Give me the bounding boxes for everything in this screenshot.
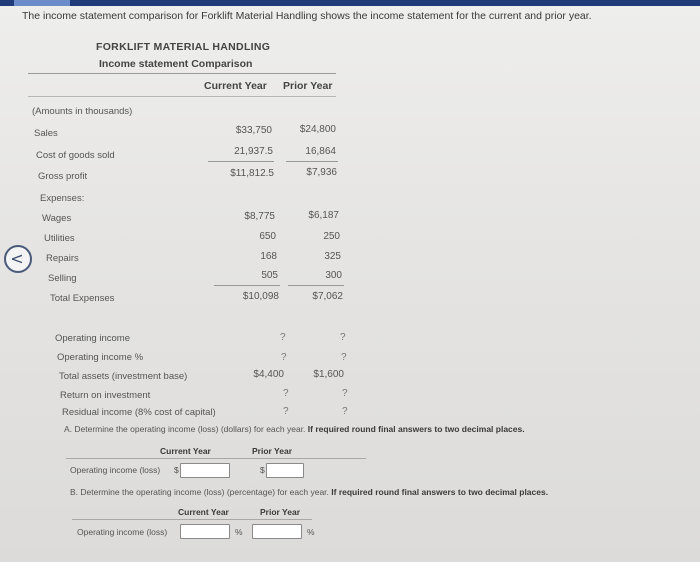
top-bar	[0, 0, 700, 6]
total-assets-current: $4,400	[253, 369, 284, 380]
row-label-repairs: Repairs	[46, 253, 79, 264]
part-a-dollar-sign-prior: $	[260, 465, 265, 475]
amounts-note: (Amounts in thousands)	[32, 106, 133, 117]
metric-label-roi: Return on investment	[60, 390, 151, 401]
total-expenses-prior: $7,062	[312, 291, 343, 302]
part-a-current-input[interactable]	[180, 463, 230, 478]
part-a-prior-input[interactable]	[266, 463, 304, 478]
subtotal-rule-prior	[286, 161, 338, 162]
row-label-selling: Selling	[48, 273, 77, 284]
repairs-current: 168	[260, 251, 277, 262]
part-b-instruction	[70, 487, 548, 497]
roi-prior: ?	[342, 388, 348, 399]
repairs-prior: 325	[324, 251, 341, 262]
part-a-instruction	[64, 424, 525, 434]
op-income-pct-current: ?	[281, 352, 287, 363]
part-b-col-prior: Prior Year	[260, 507, 301, 517]
part-b-percent-current: %	[235, 527, 243, 537]
col-current-heading: Current Year	[204, 80, 267, 92]
metric-label-op-income-pct: Operating income %	[57, 352, 144, 363]
selling-current: 505	[261, 270, 278, 281]
header-rule	[28, 73, 336, 74]
residual-current: ?	[283, 406, 289, 417]
part-a-col-current: Current Year	[160, 446, 211, 456]
total-assets-prior: $1,600	[313, 369, 344, 380]
wages-prior: $6,187	[308, 210, 339, 221]
intro-text: The income statement comparison for Forklift Material Handling shows the income statement for the current and prior year.	[22, 10, 592, 22]
total-expenses-current: $10,098	[242, 291, 279, 302]
chevron-left-icon: <	[10, 249, 24, 268]
gross-prior: $7,936	[306, 167, 337, 178]
gross-current: $11,812.5	[230, 168, 274, 179]
part-a-dollar-sign-current: $	[174, 465, 179, 475]
company-name: FORKLIFT MATERIAL HANDLING	[96, 41, 271, 53]
top-bar-tab	[14, 0, 70, 6]
expense-rule-prior	[288, 285, 344, 286]
row-label-utilities: Utilities	[44, 233, 75, 244]
selling-prior: 300	[325, 270, 342, 281]
col-prior-heading: Prior Year	[283, 80, 333, 92]
back-button[interactable]	[4, 245, 32, 273]
part-a-col-prior: Prior Year	[252, 446, 293, 456]
op-income-prior: ?	[340, 332, 346, 343]
part-b-percent-prior: %	[307, 527, 315, 537]
part-b-rule	[72, 519, 312, 520]
part-b-instruction-text: B. Determine the operating income (loss) (percentage) for each year.	[70, 487, 329, 497]
part-a-instruction-text: A. Determine the operating income (loss) (dollars) for each year.	[64, 424, 306, 434]
part-b-row-label: Operating income (loss)	[77, 527, 168, 537]
row-label-sales: Sales	[34, 128, 58, 139]
part-a-rule	[66, 458, 366, 459]
part-b-current-input[interactable]	[180, 524, 230, 539]
part-b-col-current: Current Year	[178, 507, 229, 517]
statement-title: Income statement Comparison	[99, 58, 253, 70]
row-label-cogs: Cost of goods sold	[36, 150, 115, 161]
part-a-rounding-note: If required round final answers to two decimal places.	[307, 424, 525, 434]
part-a-row-label: Operating income (loss)	[70, 465, 161, 475]
cogs-prior: 16,864	[305, 146, 336, 157]
wages-current: $8,775	[244, 211, 275, 222]
residual-prior: ?	[342, 406, 348, 417]
metric-label-op-income: Operating income	[55, 333, 130, 344]
expense-rule-current	[214, 285, 280, 286]
utilities-current: 650	[259, 231, 276, 242]
sales-current: $33,750	[235, 125, 272, 136]
roi-current: ?	[283, 388, 289, 399]
metric-label-residual: Residual income (8% cost of capital)	[62, 407, 216, 418]
op-income-pct-prior: ?	[341, 352, 347, 363]
row-label-gross: Gross profit	[38, 171, 88, 182]
row-label-expenses: Expenses:	[40, 193, 85, 204]
op-income-current: ?	[280, 332, 286, 343]
cogs-current: 21,937.5	[234, 146, 273, 157]
col-heading-rule	[28, 96, 336, 97]
part-b-rounding-note: If required round final answers to two decimal places.	[331, 487, 549, 497]
part-b-prior-input[interactable]	[252, 524, 302, 539]
row-label-wages: Wages	[42, 213, 72, 224]
metric-label-total-assets: Total assets (investment base)	[59, 371, 188, 382]
utilities-prior: 250	[323, 231, 340, 242]
row-label-total-expenses: Total Expenses	[50, 293, 115, 304]
subtotal-rule-current	[208, 161, 274, 162]
sales-prior: $24,800	[299, 124, 336, 135]
